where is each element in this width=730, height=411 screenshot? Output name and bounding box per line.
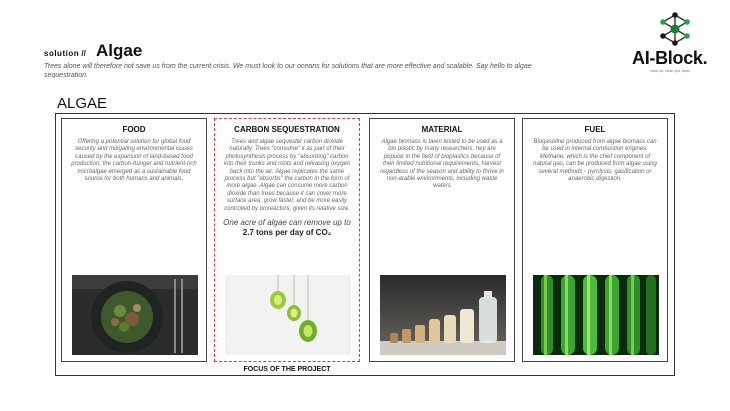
column-body: Trees and algae sequester carbon dioxide naturally. Trees "consume" it as part of their photosynthesis process by "absorbing" carbon into their trunks and roots and releasing oxygen back into the air. Algae replicates the same process but "absorbs" the carbon in the form of more algae. Algae can consume more carbon dioxide than trees because it can cover more surface area, grow faster, and be more easily controlled by bioreactors, given its relative size. — [223, 139, 351, 212]
column-body: Algae biomass is been tested to be used as a bio plastic by many researchers, hey are popular in the field of bioplastics because of their limited nutritional requirements, harvest regardless of the season and ability to thrive in non-arable environments, including waste waters — [380, 139, 504, 190]
fuel-column — [522, 118, 668, 362]
section-title: ALGAE — [57, 95, 108, 112]
carbon-callout-figure: 2.7 tons per day of CO₂ — [242, 228, 332, 238]
column-title: FUEL — [584, 125, 606, 134]
column-title: MATERIAL — [421, 125, 463, 134]
algae-tubes-image — [533, 275, 659, 355]
carbon-callout: One acre of algae can remove up to 2.7 tons per day of CO₂ — [223, 218, 351, 238]
column-title: CARBON SEQUESTRATION — [234, 125, 340, 134]
algae-lamps-image — [225, 275, 351, 355]
logo-wordmark: AI-Block. — [632, 48, 708, 68]
brand-logo — [628, 12, 720, 72]
bioplastic-bottles-image — [380, 275, 506, 355]
carbon-sequestration-column — [214, 118, 360, 362]
food-image — [72, 275, 198, 355]
column-body: Offering a potential solution for global food security and mitigating environmental issues caused by the expansion of land-based food production, the carbon-hunger and nutrient-rich microalgae emerged as a sustainable food source for both humans and animals. — [71, 139, 197, 183]
food-column — [61, 118, 207, 362]
header-prefix: solution // — [44, 49, 86, 58]
molecule-logo-icon — [655, 12, 695, 46]
material-column — [369, 118, 515, 362]
focus-label: FOCUS OF THE PROJECT — [243, 366, 331, 373]
intro-text: Trees alone will therefore not save us from the current crisis. We must look to our oceans for solutions that are more effective and scalable. Say hello to algae sequestration. — [44, 63, 532, 79]
header-separator: // — [81, 49, 86, 58]
column-body: Biogasoline produced from algae biomass can be used in internal combustion engines. Methane, which is the chief component of natural gas, can be produced from algae using several methods - pyrolysis, gasification or anaerobic digestion. — [533, 139, 657, 183]
page-title: Algae — [96, 41, 143, 60]
logo-tagline: clean air, clean you, clean — [650, 69, 691, 73]
column-title: FOOD — [122, 125, 146, 134]
